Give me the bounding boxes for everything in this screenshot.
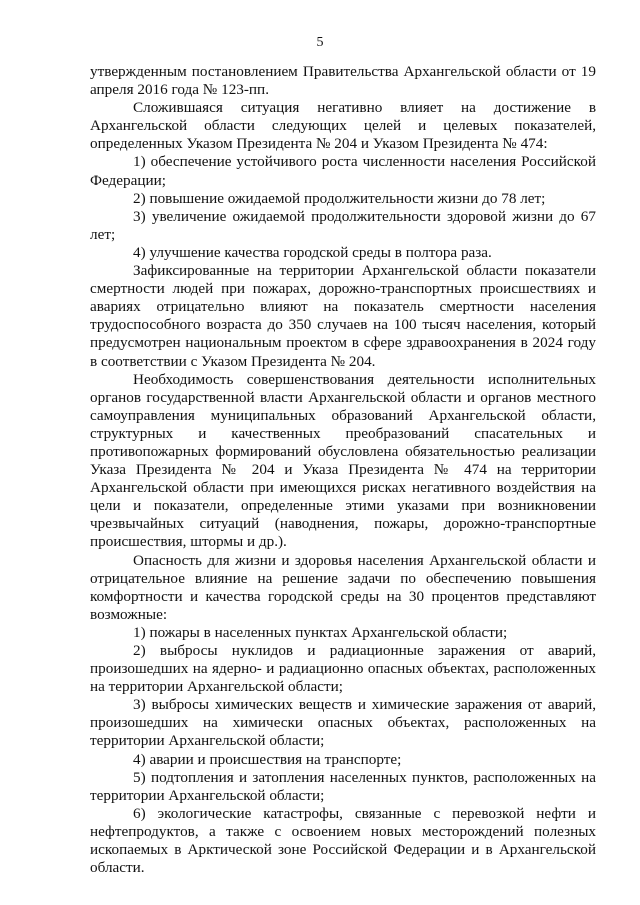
list-item: 2) выбросы нуклидов и радиационные заражения от аварий, произошедших на ядерно- и радиационно опасных объектах, расположенных на территории Архангельской области; <box>90 642 596 696</box>
paragraph: Опасность для жизни и здоровья населения Архангельской области и отрицательное влияние на решение задачи по обеспечению повышения комфортности и качества городской среды на 30 процентов представляют возможные: <box>90 551 596 623</box>
list-item: 1) обеспечение устойчивого роста численности населения Российской Федерации; <box>90 153 596 189</box>
paragraph: Зафиксированные на территории Архангельской области показатели смертности людей при пожарах, дорожно-транспортных происшествиях и авариях отрицательно влияют на показатель смертности населения трудоспособного возраста до 350 случаев на 100 тысяч населения, который предусмотрен национальным проектом в сфере здравоохранения в 2024 году в соответствии с Указом Президента № 204. <box>90 262 596 370</box>
page-number: 5 <box>316 35 324 50</box>
list-item: 4) улучшение качества городской среды в полтора раза. <box>133 243 492 261</box>
list-item: 1) пожары в населенных пунктах Архангельской области; <box>133 623 508 641</box>
paragraph: утвержденным постановлением Правительства Архангельской области от 19 апреля 2016 года № 123-пп. <box>90 63 596 99</box>
list-item: 6) экологические катастрофы, связанные с перевозкой нефти и нефтепродуктов, а также с освоением новых месторождений полезных ископаемых в Арктической зоне Российской Федерации и в Архангельской области. <box>90 804 596 877</box>
list-item: 4) аварии и происшествия на транспорте; <box>133 750 402 768</box>
list-item: 3) выбросы химических веществ и химические заражения от аварий, произошедших на химически опасных объектах, расположенных на территории Архангельской области; <box>90 696 596 750</box>
list-item: 3) увеличение ожидаемой продолжительности здоровой жизни до 67 лет; <box>90 207 596 243</box>
paragraph: Сложившаяся ситуация негативно влияет на достижение в Архангельской области следующих целей и целевых показателей, определенных Указом Президента № 204 и Указом Президента № 474: <box>90 99 596 153</box>
paragraph: Необходимость совершенствования деятельности исполнительных органов государственной власти Архангельской области и органов местного самоуправления муниципальных образований Архангельской области, структурных и качественных преобразований спасательных и противопожарных формирований обусловлена обязательностью реализации Указа Президента № 204 и Указа Президента № 474 на территории Архангельской области при имеющихся рисках негативного воздействия на цели и показатели, определенные этими указами при возникновении чрезвычайных ситуаций (наводнения, пожары, дорожно-транспортные происшествия, штормы и др.). <box>90 370 596 551</box>
list-item: 5) подтопления и затопления населенных пунктов, расположенных на территории Архангельской области; <box>90 768 596 804</box>
list-item: 2) повышение ожидаемой продолжительности жизни до 78 лет; <box>133 189 546 207</box>
document-body <box>90 63 596 877</box>
